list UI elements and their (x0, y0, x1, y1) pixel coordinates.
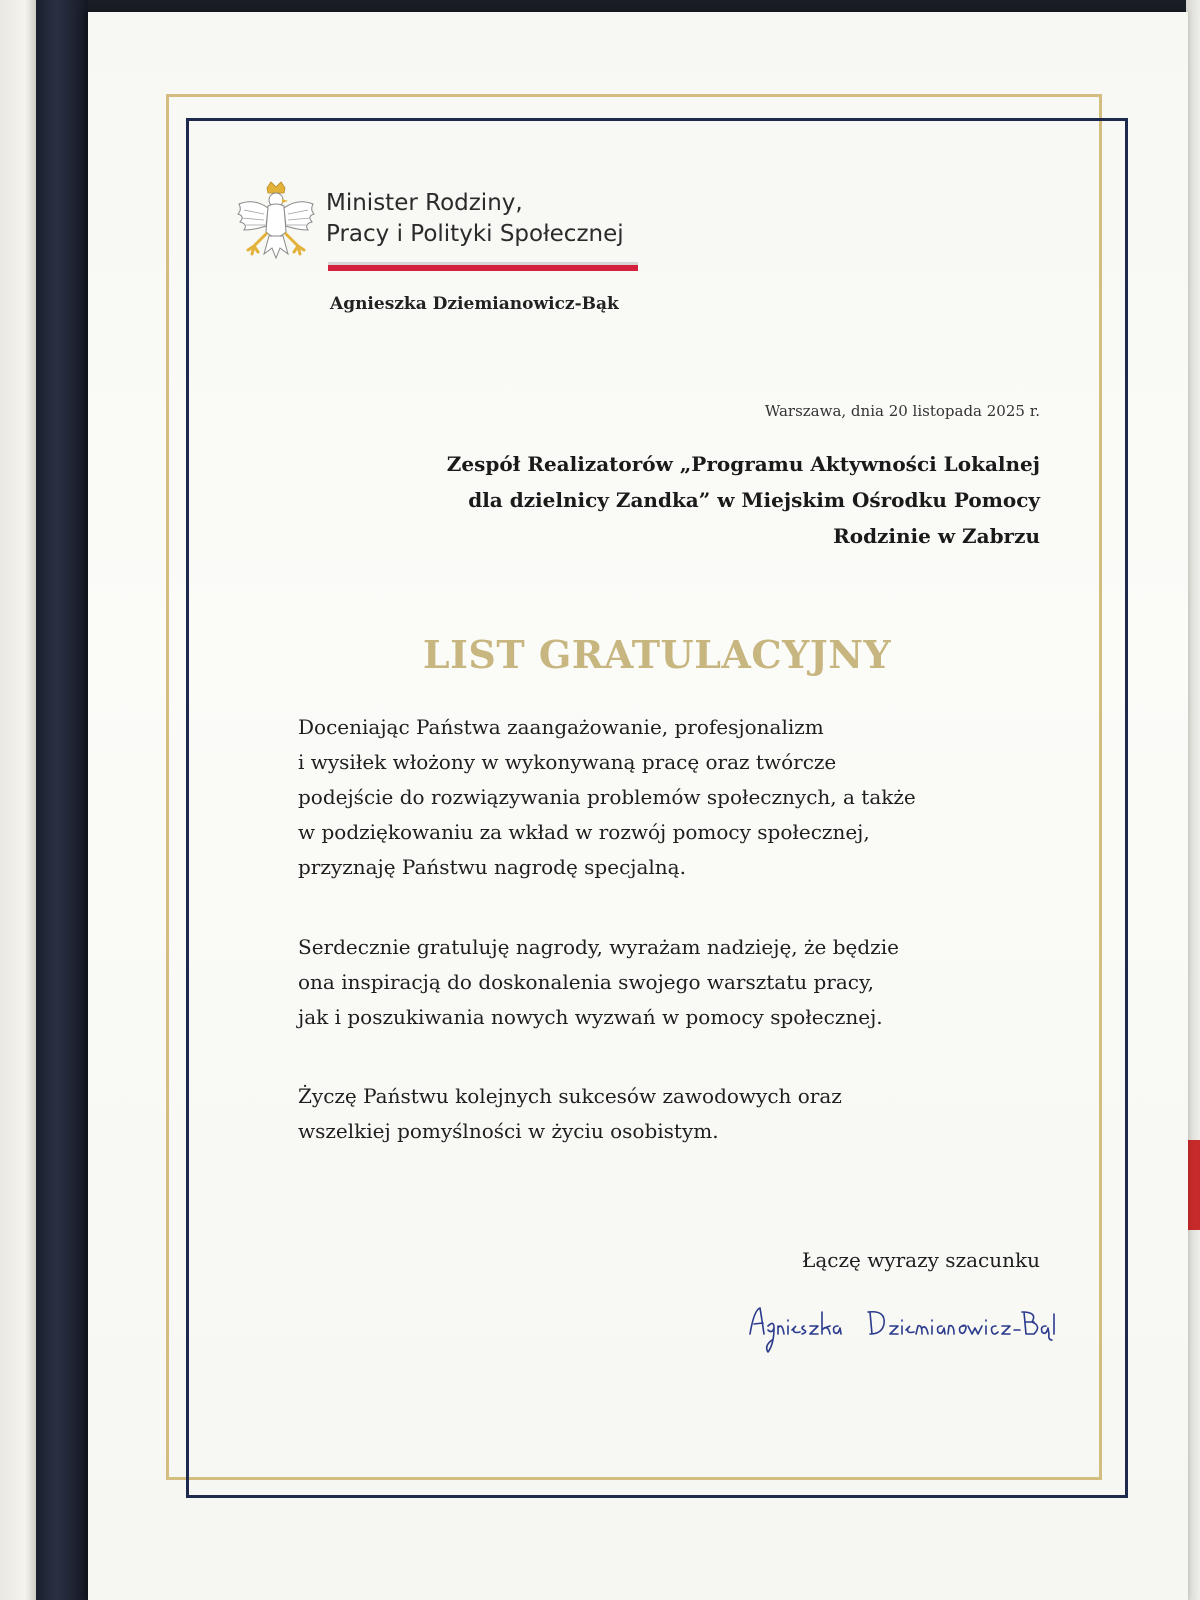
white-eagle-emblem-icon (236, 180, 316, 270)
recipient-line: Zespół Realizatorów „Programu Aktywności Lokalnej (446, 452, 1040, 476)
paragraph-line: jak i poszukiwania nowych wyzwań w pomocy społecznej. (298, 1005, 883, 1029)
recipient (340, 446, 1040, 554)
ribbon (1188, 1140, 1200, 1230)
paragraph-line: w podziękowaniu za wkład w rozwój pomocy społecznej, (298, 820, 870, 844)
paragraph-line: Serdecznie gratuluję nagrody, wyrażam nadzieję, że będzie (298, 935, 899, 959)
ministry-line-2: Pracy i Polityki Społecznej (326, 221, 624, 247)
paragraph-line: wszelkiej pomyślności w życiu osobistym. (298, 1119, 719, 1143)
paragraph-2 (298, 930, 1018, 1035)
handwritten-signature (746, 1300, 1056, 1360)
paragraph-line: Życzę Państwu kolejnych sukcesów zawodowych oraz (298, 1084, 842, 1108)
folder-spine (36, 0, 88, 1600)
paragraph-line: podejście do rozwiązywania problemów społecznych, a także (298, 785, 916, 809)
flag-bar (328, 262, 638, 271)
paragraph-3 (298, 1079, 1018, 1149)
closing-phrase: Łączę wyrazy szacunku (801, 1248, 1040, 1272)
recipient-line: dla dzielnicy Zandka” w Miejskim Ośrodku Pomocy (468, 488, 1040, 512)
letter-date: Warszawa, dnia 20 listopada 2025 r. (764, 402, 1040, 420)
minister-name: Agnieszka Dziemianowicz-Bąk (330, 294, 619, 314)
paragraph-line: ona inspiracją do doskonalenia swojego warsztatu pracy, (298, 970, 874, 994)
flag-red-stripe (328, 265, 638, 271)
paragraph-1 (298, 710, 1018, 885)
folder-left-page (0, 0, 36, 1600)
document-title: LIST GRATULACYJNY (422, 632, 892, 677)
ministry-name (326, 188, 624, 250)
paragraph-line: przyznaję Państwu nagrodę specjalną. (298, 855, 686, 879)
folder-right-edge (1186, 0, 1200, 1600)
paragraph-line: i wysiłek włożony w wykonywaną pracę oraz twórcze (298, 750, 837, 774)
paragraph-line: Doceniając Państwa zaangażowanie, profesjonalizm (298, 715, 824, 739)
ministry-line-1: Minister Rodziny, (326, 190, 523, 216)
recipient-line: Rodzinie w Zabrzu (833, 524, 1040, 548)
